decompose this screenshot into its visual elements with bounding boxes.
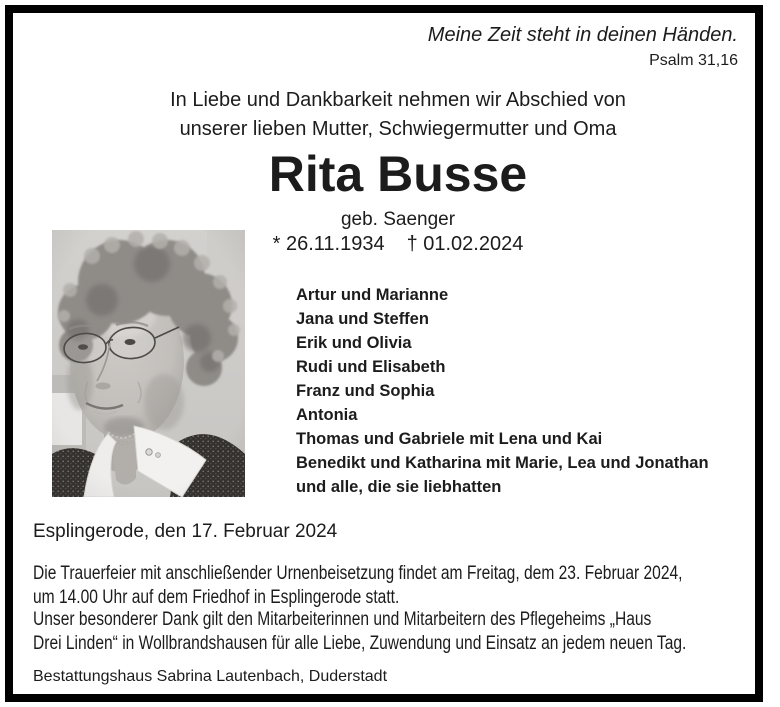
mourners-list	[296, 283, 709, 499]
mourner-line: Franz und Sophia	[296, 382, 435, 400]
funeral-info-paragraph	[33, 562, 780, 609]
mourner-line: Erik und Olivia	[296, 334, 412, 352]
mourner-line: Thomas und Gabriele mit Lena und Kai	[296, 430, 603, 448]
mourner-line: Artur und Marianne	[296, 286, 449, 304]
psalm-quote: Meine Zeit steht in deinen Händen.	[427, 24, 738, 46]
portrait-photo-graphic	[52, 230, 245, 497]
mourner-line: und alle, die sie liebhatten	[296, 478, 502, 496]
portrait-photo	[52, 230, 245, 497]
birth-date: * 26.11.1934	[272, 233, 385, 255]
thanks-line-2: Drei Linden“ in Wollbrandshausen für alle Liebe, Zuwendung und Einsatz an jedem neuen Tag.	[33, 632, 687, 654]
funeral-home-signature: Bestattungshaus Sabrina Lautenbach, Duderstadt	[33, 668, 388, 685]
intro-line-1: In Liebe und Dankbarkeit nehmen wir Abschied von	[170, 89, 626, 111]
intro-text	[8, 86, 780, 144]
psalm-reference: Psalm 31,16	[649, 52, 738, 69]
birth-name: geb. Saenger	[340, 209, 456, 230]
mourner-line: Rudi und Elisabeth	[296, 358, 446, 376]
funeral-info-line-1: Die Trauerfeier mit anschließender Urnenbeisetzung findet am Freitag, dem 23. Februar 2024,	[33, 563, 683, 584]
mourner-line: Antonia	[296, 406, 358, 424]
mourner-line: Jana und Steffen	[296, 310, 429, 328]
deceased-name: Rita Busse	[268, 146, 528, 202]
mourner-line: Benedikt und Katharina mit Marie, Lea und Jonathan	[296, 454, 709, 472]
place-and-date: Esplingerode, den 17. Februar 2024	[33, 521, 338, 542]
intro-line-2: unserer lieben Mutter, Schwiegermutter und Oma	[179, 118, 617, 140]
funeral-info-line-2: um 14.00 Uhr auf dem Friedhof in Esplingerode statt.	[33, 586, 400, 608]
death-date: † 01.02.2024	[406, 233, 524, 255]
thanks-line-1: Unser besonderer Dank gilt den Mitarbeiterinnen und Mitarbeitern des Pflegeheims „Haus	[33, 609, 652, 630]
thanks-paragraph	[33, 608, 780, 655]
